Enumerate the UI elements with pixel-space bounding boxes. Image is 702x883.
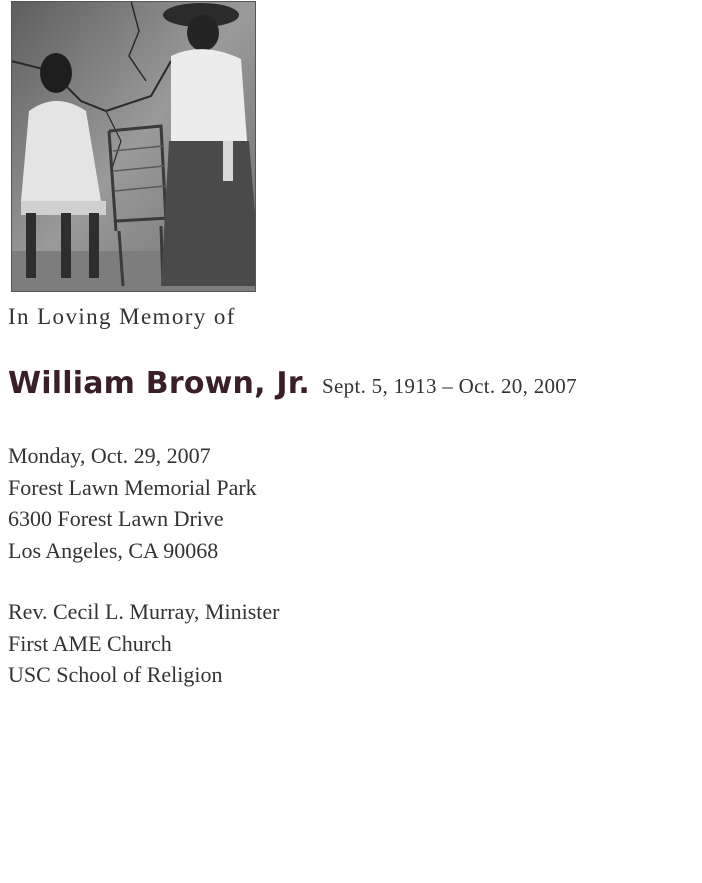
officiant-church: First AME Church [8,630,172,656]
name-line [8,366,577,401]
service-date: Monday, Oct. 29, 2007 [8,443,211,468]
service-city: Los Angeles, CA 90068 [8,537,219,563]
officiant-details [8,596,279,691]
life-dates: Sept. 5, 1913 – Oct. 20, 2007 [322,374,577,398]
intro-text: In Loving Memory of [8,304,236,329]
service-venue: Forest Lawn Memorial Park [8,474,257,500]
deceased-name: William Brown, Jr. [8,366,311,401]
service-details [8,440,257,566]
officiant-name: Rev. Cecil L. Murray, Minister [8,599,280,624]
memorial-photo [11,1,256,292]
service-street: 6300 Forest Lawn Drive [8,506,224,531]
officiant-school: USC School of Religion [8,662,223,687]
